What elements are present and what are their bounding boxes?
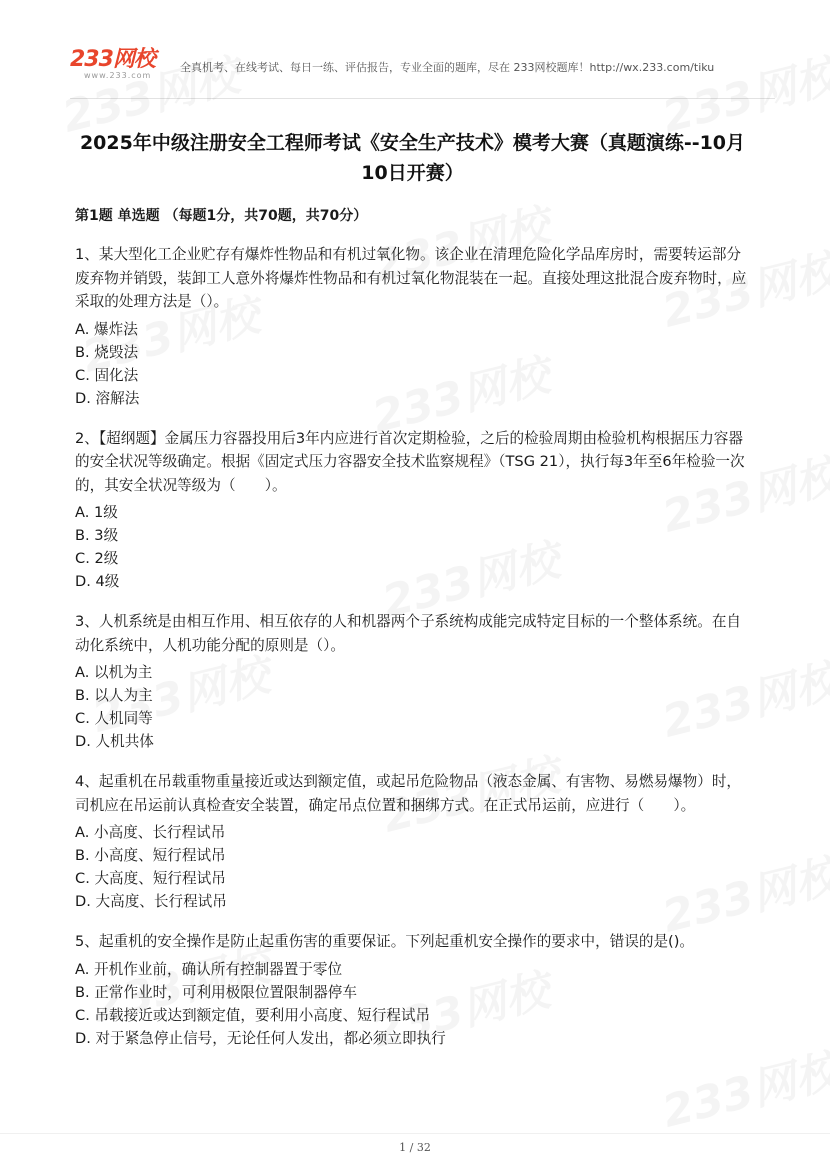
question-stem: 2、【超纲题】金属压力容器投用后3年内应进行首次定期检验，之后的检验周期由检验机构根据压力容器的安全状况等级确定。根据《固定式压力容器安全技术监察规程》（TSG 21），执行每3年至6年检验一次的，其安全状况等级为（ ）。 [75, 429, 745, 494]
option-b: B. 小高度、短行程试吊 [75, 847, 226, 864]
option-a: A. 开机作业前，确认所有控制器置于零位 [75, 960, 343, 978]
option-d: D. 4级 [75, 573, 120, 590]
question-stem: 1、某大型化工企业贮存有爆炸性物品和有机过氧化物。该企业在清理危险化学品库房时，需要转运部分废弃物并销毁，装卸工人意外将爆炸性物品和有机过氧化物混装在一起。直接处理这批混合废弃物时，应采取的处理方法是（）。 [75, 246, 747, 310]
option-b: B. 正常作业时，可利用极限位置限制器停车 [75, 983, 357, 1001]
option-b: B. 3级 [75, 527, 119, 544]
option-b: B. 以人为主 [75, 687, 153, 704]
header-slogan: 全真机考、在线考试、每日一练、评估报告，专业全面的题库，尽在 233网校题库！http://wx.233.com/tiku [180, 61, 715, 74]
option-c: C. 吊载接近或达到额定值，要利用小高度、短行程试吊 [75, 1006, 431, 1024]
option-a: A. 以机为主 [75, 664, 153, 681]
section-heading: 第1题 单选题 （每题1分，共70题，共70分） [75, 208, 368, 224]
site-logo [70, 48, 180, 84]
option-b: B. 烧毁法 [75, 343, 139, 361]
logo-text: 233网校 [70, 47, 155, 72]
question-1 [75, 243, 750, 410]
option-d: D. 对于紧急停止信号，无论任何人发出，都必须立即执行 [75, 1029, 446, 1047]
option-c: C. 固化法 [75, 366, 139, 384]
watermark [655, 1034, 830, 1140]
option-a: A. 爆炸法 [75, 320, 138, 338]
question-5 [75, 930, 750, 1050]
option-c: C. 人机同等 [75, 710, 153, 727]
option-a: A. 小高度、长行程试吊 [75, 824, 226, 841]
option-d: D. 人机共体 [75, 733, 154, 750]
document-title: 2025年中级注册安全工程师考试《安全生产技术》模考大赛（真题演练--10月10日开赛） [79, 132, 746, 184]
header-divider [70, 98, 775, 99]
question-3 [75, 610, 750, 753]
question-stem: 3、人机系统是由相互作用、相互依存的人和机器两个子系统构成能完成特定目标的一个整体系统。在自动化系统中，人机功能分配的原则是（）。 [75, 613, 742, 654]
option-c: C. 2级 [75, 550, 119, 567]
question-2 [75, 427, 750, 594]
question-stem: 5、起重机的安全操作是防止起重伤害的重要保证。下列起重机安全操作的要求中，错误的是()。 [75, 933, 695, 950]
page-indicator: 1 / 32 [399, 1141, 431, 1154]
question-stem: 4、起重机在吊载重物重量接近或达到额定值，或起吊危险物品（液态金属、有害物、易燃易爆物）时，司机应在吊运前认真检查安全装置，确定吊点位置和捆绑方式。在正式吊运前，应进行（ ）。 [75, 773, 742, 814]
option-d: D. 大高度、长行程试吊 [75, 893, 227, 910]
question-4 [75, 770, 750, 913]
option-d: D. 溶解法 [75, 389, 140, 407]
document-body [75, 128, 750, 1050]
footer-divider [0, 1133, 830, 1134]
option-a: A. 1级 [75, 504, 118, 521]
option-c: C. 大高度、短行程试吊 [75, 870, 226, 887]
logo-subtext: www.233.com [84, 71, 152, 80]
page-header [0, 0, 830, 100]
